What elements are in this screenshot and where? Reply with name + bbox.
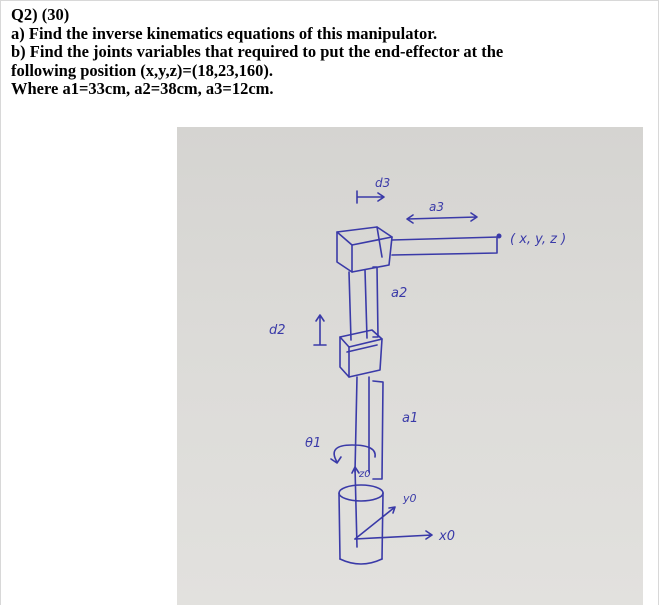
x0-axis xyxy=(355,531,432,539)
a1-label: a1 xyxy=(402,411,419,426)
a1-bracket xyxy=(373,381,383,479)
end-effector-point xyxy=(497,234,502,239)
a3-label: a3 xyxy=(429,200,444,214)
target-label: ( x, y, z ) xyxy=(510,232,567,247)
theta1-label: θ1 xyxy=(305,436,322,451)
y0-label: y0 xyxy=(403,492,417,505)
page-border-top xyxy=(0,0,659,1)
a3-arrow xyxy=(407,213,477,223)
page-border-left xyxy=(0,0,1,605)
manipulator-sketch-photo xyxy=(177,127,643,605)
d2-arrow xyxy=(314,315,326,345)
d3-arrow xyxy=(357,191,384,203)
y0-axis xyxy=(355,507,395,539)
question-heading: Q2) (30) xyxy=(11,5,70,24)
z0-axis xyxy=(352,467,359,547)
a2-label: a2 xyxy=(391,286,408,301)
base-cylinder xyxy=(339,485,383,564)
link-a2 xyxy=(349,270,367,340)
question-part-a: a) Find the inverse kinematics equations of this manipulator. xyxy=(11,23,438,43)
question-part-b-line1: b) Find the joints variables that required to put the end-effector at the xyxy=(11,42,504,62)
z0-label: z0 xyxy=(359,469,371,480)
x0-label: x0 xyxy=(439,529,455,544)
question-given-values: Where a1=33cm, a2=38cm, a3=12cm. xyxy=(11,79,274,99)
question-part-b-line2: following position (x,y,z)=(18,23,160). xyxy=(11,60,273,80)
top-joint-block xyxy=(337,227,392,272)
arm-a3 xyxy=(392,237,499,255)
d3-label: d3 xyxy=(375,176,391,190)
question-block xyxy=(11,6,651,99)
d2-label: d2 xyxy=(269,323,286,338)
manipulator-sketch xyxy=(177,127,643,605)
a2-bracket xyxy=(373,267,378,337)
link-a1 xyxy=(355,377,369,472)
